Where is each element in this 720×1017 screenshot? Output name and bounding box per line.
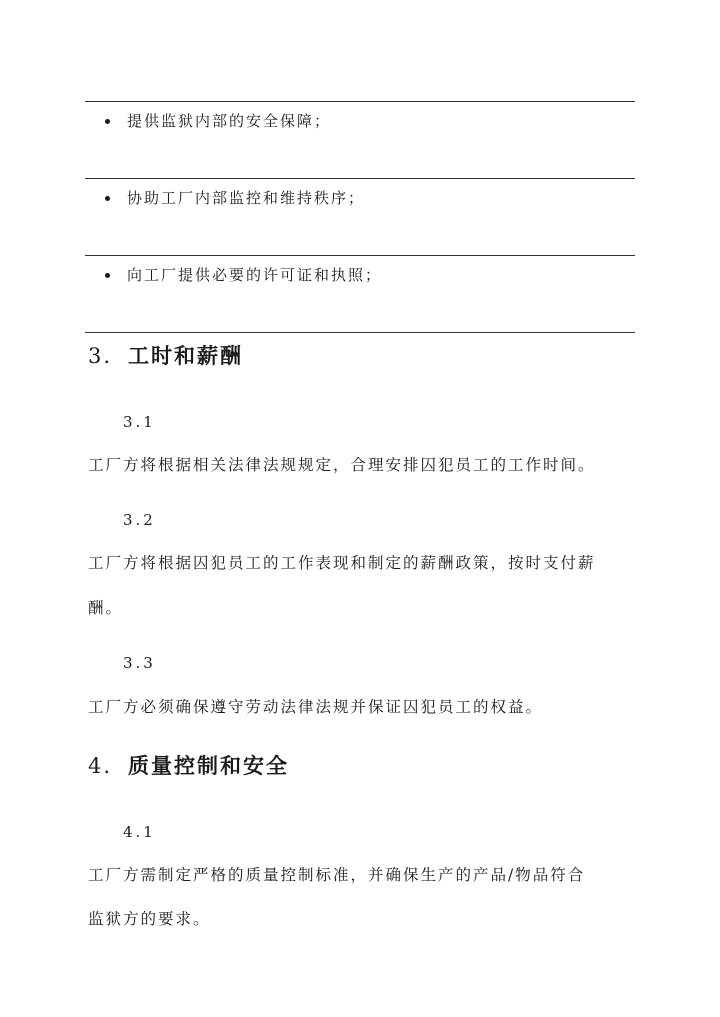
table-rule xyxy=(85,178,635,179)
list-item xyxy=(105,265,382,285)
section-heading xyxy=(88,752,289,780)
list-item-text: 提供监狱内部的安全保障； xyxy=(127,112,332,130)
clause-text: 酬。 xyxy=(88,599,124,617)
clause-text: 工厂方将根据囚犯员工的工作表现和制定的薪酬政策，按时支付薪 xyxy=(88,554,596,572)
table-rule xyxy=(85,101,635,102)
clause-number: 3.1 xyxy=(123,413,156,431)
table-rule xyxy=(85,255,635,256)
section-number: 4. xyxy=(88,754,113,778)
list-item-text: 协助工厂内部监控和维持秩序； xyxy=(127,189,366,207)
list-item xyxy=(105,111,331,131)
list-item xyxy=(105,188,365,208)
table-rule xyxy=(85,332,635,333)
clause-text: 工厂方需制定严格的质量控制标准，并确保生产的产品/物品符合 xyxy=(88,866,586,884)
clause-number: 4.1 xyxy=(123,823,156,841)
bullet-icon xyxy=(105,196,110,201)
list-item-text: 向工厂提供必要的许可证和执照； xyxy=(127,266,383,284)
clause-text: 工厂方将根据相关法律法规规定，合理安排囚犯员工的工作时间。 xyxy=(88,456,596,474)
clause-text: 工厂方必须确保遵守劳动法律法规并保证囚犯员工的权益。 xyxy=(88,698,544,716)
section-heading xyxy=(88,342,243,370)
bullet-icon xyxy=(105,273,110,278)
clause-text: 监狱方的要求。 xyxy=(88,910,211,928)
section-number: 3. xyxy=(88,344,113,368)
section-title: 工时和薪酬 xyxy=(128,343,243,368)
bullet-icon xyxy=(105,119,110,124)
section-title: 质量控制和安全 xyxy=(128,753,289,778)
clause-number: 3.2 xyxy=(123,511,156,529)
clause-number: 3.3 xyxy=(123,654,156,672)
